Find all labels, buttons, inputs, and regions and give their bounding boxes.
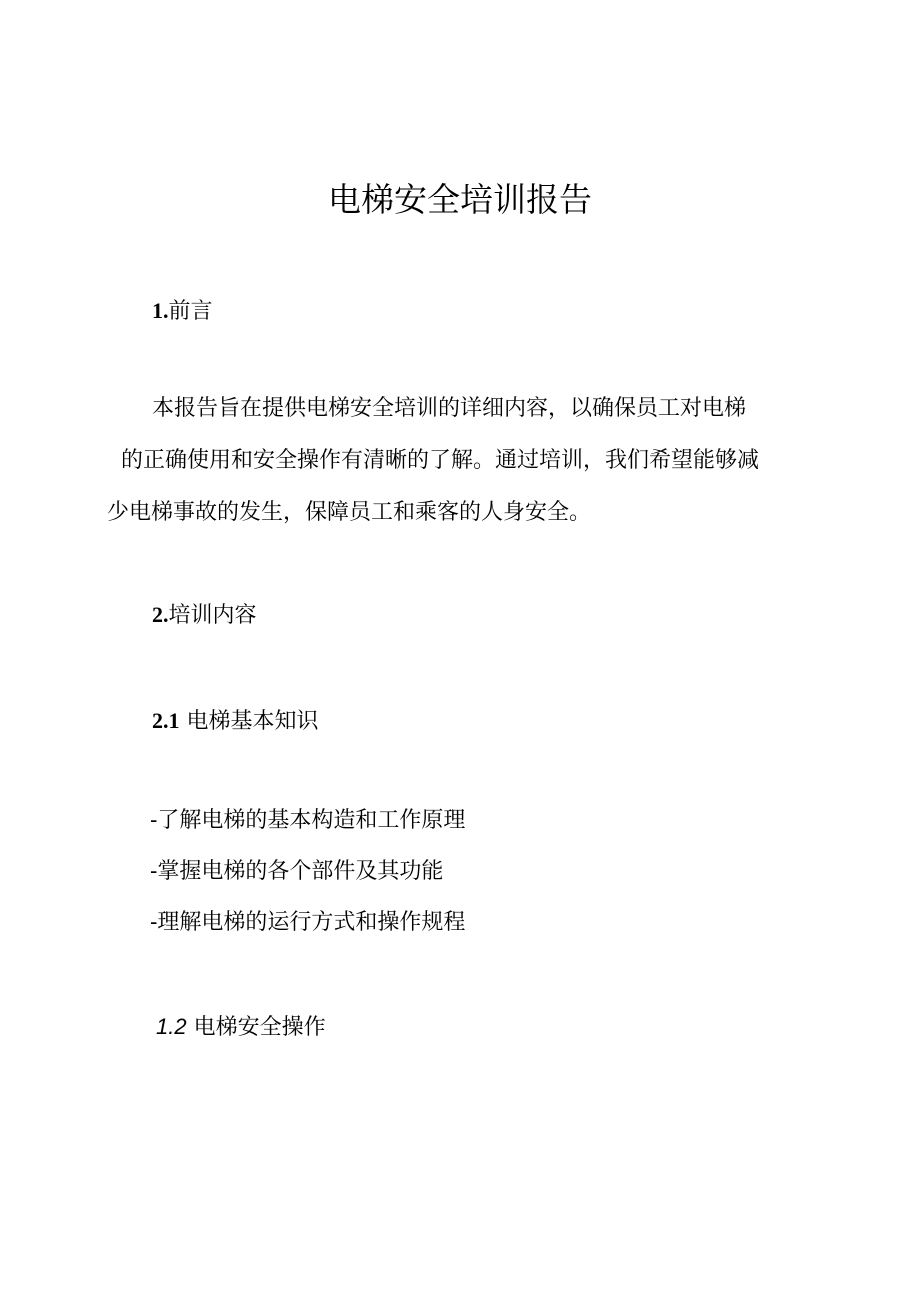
section-heading-training [152,600,257,631]
subsection-heading-safety-ops [156,1012,326,1043]
intro-paragraph-line-2: 的正确使用和安全操作有清晰的了解。通过培训，我们希望能够减 [121,448,760,473]
intro-paragraph-line-1: 本报告旨在提供电梯安全培训的详细内容，以确保员工对电梯 [152,396,747,421]
subsection-number: 2.1 [152,708,180,733]
subsection-heading-basics [152,706,319,737]
document-title: 电梯安全培训报告 [328,180,592,219]
section-title: 培训内容 [168,603,257,628]
section-heading-intro [152,296,213,327]
subsection-number: 1.2 [156,1014,187,1039]
section-number: 2. [152,602,169,627]
subsection-title: 电梯安全操作 [193,1015,326,1040]
subsection-title: 电梯基本知识 [186,709,319,734]
intro-paragraph-line-3: 少电梯事故的发生，保障员工和乘客的人身安全。 [107,500,592,525]
list-item: -掌握电梯的各个部件及其功能 [150,859,444,884]
list-item: -了解电梯的基本构造和工作原理 [150,808,466,833]
section-number: 1. [152,298,169,323]
list-item: -理解电梯的运行方式和操作规程 [150,910,466,935]
section-title: 前言 [168,299,213,324]
